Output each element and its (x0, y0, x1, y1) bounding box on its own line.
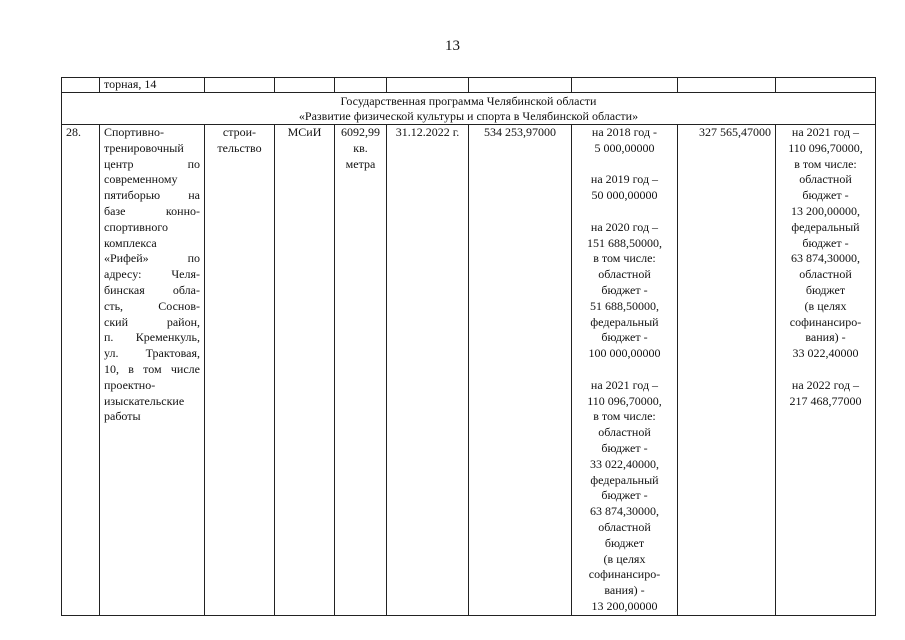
funding-line: 63 874,30000, (590, 504, 659, 519)
object-line: изыскательские (104, 393, 185, 408)
funding-line: 5 000,00000 (594, 140, 655, 155)
object-line: спортивного (104, 219, 168, 234)
object-line: Спортивно- (104, 125, 165, 139)
funding-line: 33 022,40000, (590, 456, 659, 471)
future-funding-line: (в целях (804, 298, 847, 313)
future-funding-gap (780, 362, 871, 378)
funding-line: в том числе: (593, 251, 656, 266)
funding-line: областной (598, 425, 651, 440)
work-type (205, 125, 275, 616)
object-line: бинская обла- (104, 282, 200, 297)
cell (335, 78, 387, 93)
object-line: сть, Соснов- (104, 298, 200, 313)
funding-line: на 2020 год – (590, 219, 659, 234)
funding-gap (576, 204, 673, 220)
future-funding-line: областной (799, 267, 852, 282)
object-name-continued: торная, 14 (100, 78, 205, 93)
future-funding-line: областной (799, 172, 852, 187)
funding-line: федеральный (590, 472, 659, 487)
future-funding-line: 217 468,77000 (789, 393, 862, 408)
capacity-line: кв. (353, 140, 368, 155)
cell (275, 78, 335, 93)
object-line: «Рифей» по (104, 251, 200, 266)
funding-line: областной (598, 267, 651, 282)
cell (469, 78, 572, 93)
deadline: 31.12.2022 г. (387, 125, 469, 616)
work-type-line: тельство (217, 140, 262, 155)
object-line: базе конно- (104, 203, 200, 218)
future-funding-line: федеральный (791, 219, 860, 234)
estimated-cost: 534 253,97000 (469, 125, 572, 616)
funding-line: на 2021 год – (590, 377, 659, 392)
object-line: 10, в том числе (104, 361, 200, 376)
funding-line: софинансиро- (588, 567, 661, 582)
funding-line: 50 000,00000 (591, 188, 658, 203)
future-funding-line: 63 874,30000, (791, 251, 860, 266)
funding-line: бюджет - (601, 440, 648, 455)
future-funding-line: 110 096,70000, (788, 140, 863, 155)
future-funding-line: 33 022,40000 (792, 346, 859, 361)
capacity-line: метра (345, 156, 376, 171)
capacity-line: 6092,99 (341, 125, 380, 139)
object-line: центр по (104, 156, 200, 171)
funding-line: вания) - (604, 583, 645, 598)
funding-line: на 2018 год - (591, 125, 658, 139)
capacity (335, 125, 387, 616)
future-funding-line: на 2022 год – (791, 377, 860, 392)
funding-line: 110 096,70000, (587, 393, 662, 408)
cell (776, 78, 876, 93)
object-line: пятиборью на (104, 188, 200, 203)
funding-line: 151 688,50000, (587, 235, 662, 250)
work-type-line: строи- (222, 125, 257, 139)
funding-line: бюджет (604, 535, 645, 550)
funding-line: 13 200,00000 (591, 598, 658, 613)
cell (572, 78, 678, 93)
object-line: комплекса (104, 235, 157, 250)
cell (205, 78, 275, 93)
funding-line: (в целях (603, 551, 646, 566)
page-number: 13 (445, 38, 460, 54)
funding-line: областной (598, 519, 651, 534)
object-name (100, 125, 205, 616)
funding-line: федеральный (590, 314, 659, 329)
object-line: ский район, (104, 314, 200, 329)
program-title (62, 93, 876, 125)
future-funding (776, 125, 876, 616)
object-line: современному (104, 172, 178, 187)
funding-line: на 2019 год – (590, 172, 659, 187)
continued-row (62, 78, 876, 93)
future-funding-line: 13 200,00000, (791, 203, 860, 218)
cell (387, 78, 469, 93)
section-header-row (62, 93, 876, 125)
future-funding-line: на 2021 год – (791, 125, 860, 139)
object-line: п. Кременкуль, (104, 330, 200, 345)
cell (678, 78, 776, 93)
future-funding-line: бюджет (805, 282, 846, 297)
funding-gap (576, 157, 673, 173)
funding-line: 100 000,00000 (588, 346, 661, 361)
funding-line: бюджет - (601, 488, 648, 503)
program-subtitle-line: «Развитие физической культуры и спорта в Челябинской области» (298, 109, 639, 123)
future-funding-line: бюджет - (802, 188, 849, 203)
cell (62, 78, 100, 93)
table-row (62, 125, 876, 616)
object-line: проектно- (104, 377, 156, 392)
future-funding-line: вания) - (805, 330, 846, 345)
investment-table (61, 77, 876, 616)
object-line: ул. Трактовая, (104, 346, 200, 361)
program-title-line: Государственная программа Челябинской области (340, 94, 597, 108)
future-funding-line: в том числе: (794, 156, 857, 171)
future-funding-line: бюджет - (802, 235, 849, 250)
row-number: 28. (62, 125, 100, 616)
customer: МСиИ (275, 125, 335, 616)
funding-line: бюджет - (601, 330, 648, 345)
funding-gap (576, 362, 673, 378)
object-line: тренировочный (104, 140, 184, 155)
funding-by-year (572, 125, 678, 616)
funding-line: в том числе: (593, 409, 656, 424)
funding-line: 51 688,50000, (590, 298, 659, 313)
remaining-cost: 327 565,47000 (678, 125, 776, 616)
future-funding-line: софинансиро- (789, 314, 862, 329)
object-line: работы (104, 409, 141, 424)
funding-line: бюджет - (601, 282, 648, 297)
object-line: адресу: Челя- (104, 267, 200, 282)
